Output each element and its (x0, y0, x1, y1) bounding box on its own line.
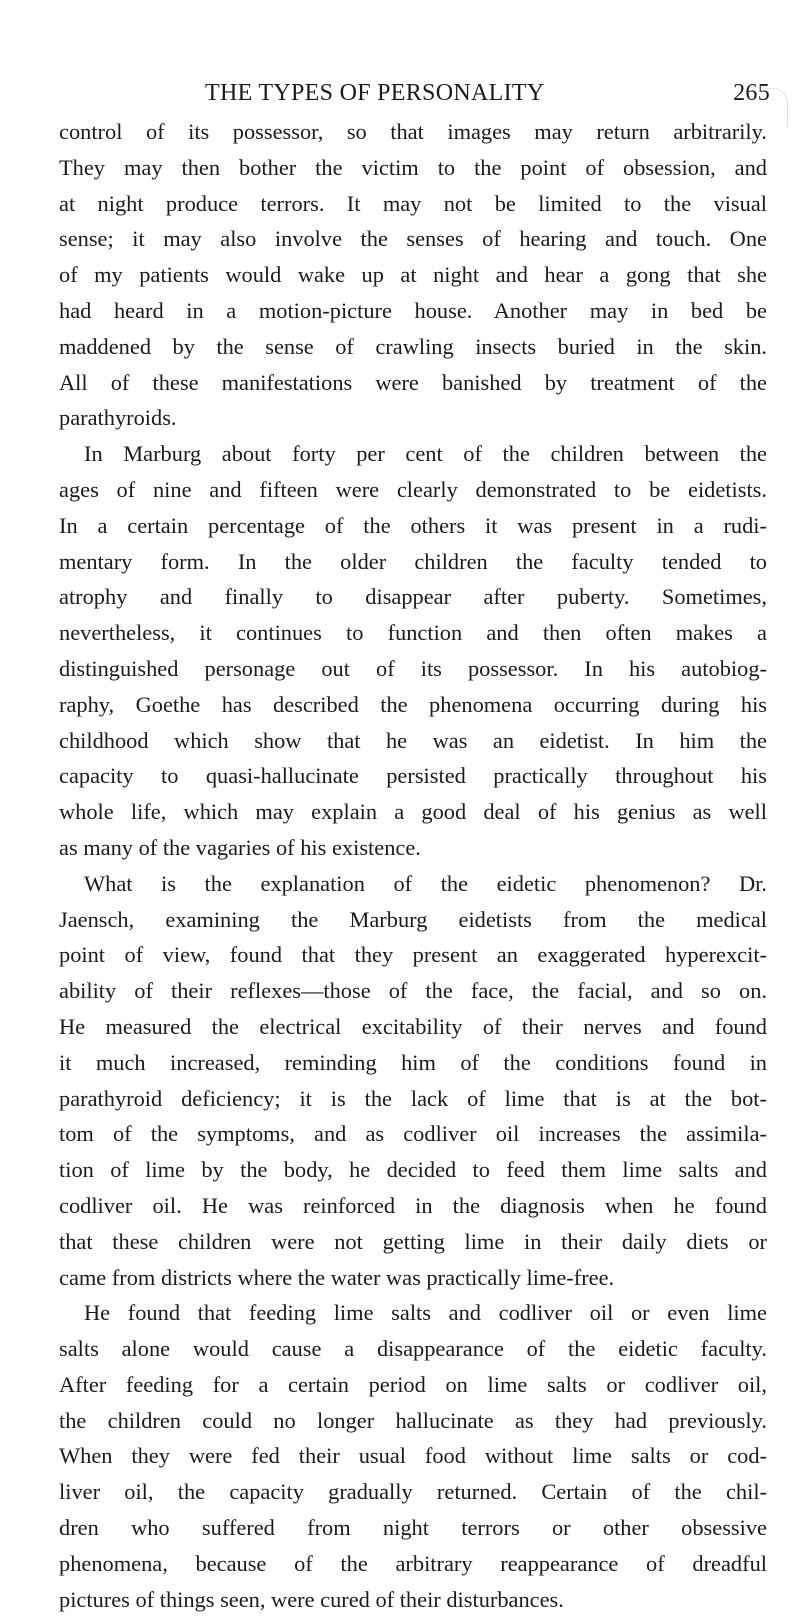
running-title: THE TYPES OF PERSONALITY (205, 80, 545, 106)
text-line: point of view, found that they present an exaggerated hyperexcit- (59, 942, 767, 968)
body-text (59, 114, 767, 1617)
text-line: dren who suffered from night terrors or other obsessive (59, 1515, 767, 1541)
paragraph-start-line: He found that feeding lime salts and codliver oil or even lime (84, 1300, 767, 1326)
text-line: came from districts where the water was practically lime-free. (59, 1264, 615, 1290)
text-line: pictures of things seen, were cured of their disturbances. (59, 1586, 564, 1612)
paragraph-start-line: What is the explanation of the eidetic phenomenon? Dr. (84, 870, 767, 896)
text-line: mentary form. In the older children the faculty tended to (59, 548, 767, 574)
text-line: ability of their reflexes—those of the face, the facial, and so on. (59, 978, 767, 1004)
text-line: parathyroid deficiency; it is the lack of lime that is at the bot- (59, 1085, 767, 1111)
text-line: distinguished personage out of its possessor. In his autobiog- (59, 655, 767, 681)
text-line: as many of the vagaries of his existence. (59, 834, 421, 860)
text-line: In a certain percentage of the others it was present in a rudi- (59, 512, 767, 538)
text-line: tom of the symptoms, and as codliver oil increases the assimila- (59, 1121, 767, 1147)
text-line: whole life, which may explain a good deal of his genius as well (59, 799, 767, 825)
text-line: parathyroids. (59, 405, 177, 431)
paragraph-start-line: In Marburg about forty per cent of the children between the (84, 441, 767, 467)
text-line: He measured the electrical excitability of their nerves and found (59, 1013, 767, 1039)
text-line: ages of nine and fifteen were clearly demonstrated to be eidetists. (59, 476, 767, 502)
text-line: salts alone would cause a disappearance of the eidetic faculty. (59, 1336, 767, 1362)
text-line: the children could no longer hallucinate as they had previously. (59, 1407, 767, 1433)
text-line: it much increased, reminding him of the conditions found in (59, 1049, 767, 1075)
text-line: When they were fed their usual food without lime salts or cod- (59, 1443, 767, 1469)
running-header (205, 80, 770, 114)
text-line: had heard in a motion-picture house. Another may in bed be (59, 297, 767, 323)
text-line: liver oil, the capacity gradually returned. Certain of the chil- (59, 1479, 767, 1505)
text-line: After feeding for a certain period on lime salts or codliver oil, (59, 1371, 767, 1397)
text-line: tion of lime by the body, he decided to feed them lime salts and (59, 1157, 767, 1183)
text-line: phenomena, because of the arbitrary reappearance of dreadful (59, 1550, 767, 1576)
text-line: atrophy and finally to disappear after puberty. Sometimes, (59, 584, 767, 610)
page-corner-mark (765, 88, 788, 127)
text-line: raphy, Goethe has described the phenomena occurring during his (59, 691, 767, 717)
text-line: control of its possessor, so that images may return arbitrarily. (59, 119, 767, 144)
page-number: 265 (733, 80, 770, 106)
text-line: maddened by the sense of crawling insects buried in the skin. (59, 333, 767, 359)
text-line: nevertheless, it continues to function and then often makes a (59, 620, 767, 646)
text-line: codliver oil. He was reinforced in the diagnosis when he found (59, 1192, 767, 1218)
text-line: capacity to quasi-hallucinate persisted practically throughout his (59, 763, 767, 789)
text-line: Jaensch, examining the Marburg eidetists from the medical (59, 906, 767, 932)
text-line: of my patients would wake up at night and hear a gong that she (59, 262, 767, 288)
text-line: that these children were not getting lime in their daily diets or (59, 1228, 767, 1254)
text-line: They may then bother the victim to the point of obsession, and (59, 154, 767, 180)
text-line: All of these manifestations were banished by treatment of the (59, 369, 767, 395)
text-line: at night produce terrors. It may not be limited to the visual (59, 190, 767, 216)
text-line: sense; it may also involve the senses of hearing and touch. One (59, 226, 767, 252)
text-line: childhood which show that he was an eidetist. In him the (59, 727, 767, 753)
